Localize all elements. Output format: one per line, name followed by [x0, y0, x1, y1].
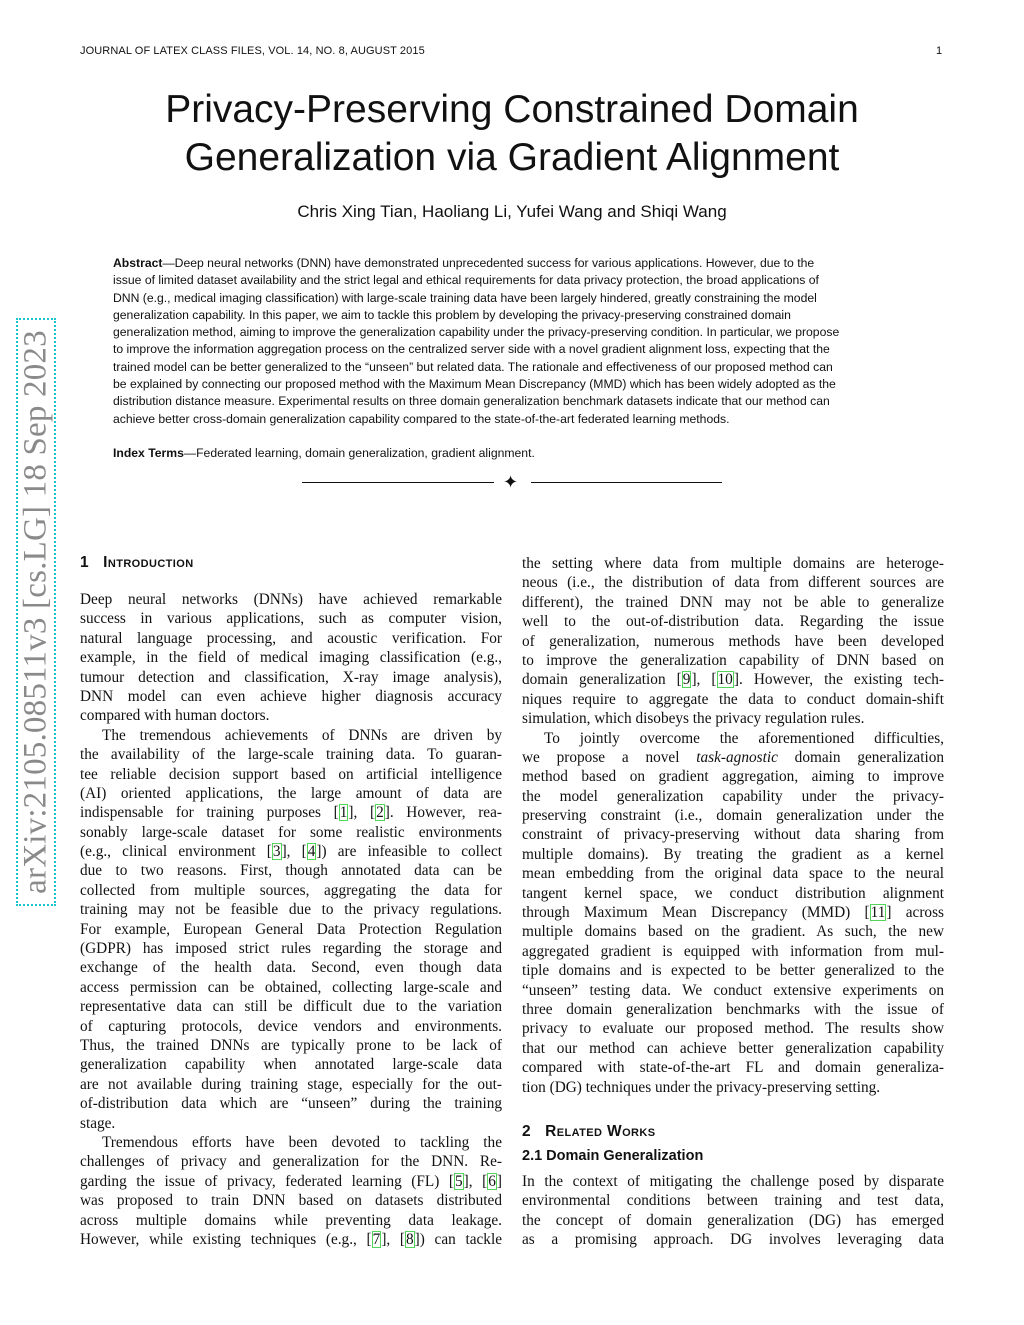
text-line: indispensable for training purposes [1], [2]. However, rea-	[80, 804, 502, 822]
abstract-line: —Deep neural networks (DNN) have demonstrated unprecedented success for various applications. However, due to the	[162, 256, 815, 270]
text-line: natural language processing, and acoustic verification. For	[80, 629, 502, 647]
abstract-line: to improve the information aggregation process on the centralized server side with a novel gradient alignment loss, expecting that the	[113, 342, 830, 357]
text-line: The tremendous achievements of DNNs are driven by	[102, 726, 502, 744]
text-line: tumour detection and classification, X-ray image analysis),	[80, 668, 502, 686]
text-line: three domain generalization benchmarks with the issue of	[522, 1000, 944, 1018]
separator-rule-right	[531, 482, 722, 483]
text-line: that our method can achieve better generalization capability	[522, 1039, 944, 1057]
text-line: the setting where data from multiple domains are heteroge-	[522, 555, 944, 572]
text-line: “unseen” testing data. We conduct extensive experiments on	[522, 981, 944, 999]
citation-link[interactable]: 3	[272, 843, 281, 861]
abstract-line: generalization method, aiming to improve the generalization capability under the privacy-preserving condition. In particular, we propose	[113, 325, 840, 340]
text-line: constraint of privacy-preserving without data sharing from	[522, 826, 944, 844]
text-line: are not available during training stage, especially for the out-	[80, 1075, 502, 1093]
text-line: tiple domains and is expected to be better generalized to the	[522, 962, 944, 980]
citation-link[interactable]: 1	[339, 804, 348, 822]
text-line: stage.	[80, 1114, 116, 1132]
abstract-line: be explained by connecting our proposed method with the Maximum Mean Discrepancy (MMD) which has been widely adopted as the	[113, 377, 836, 392]
citation-link[interactable]: 11	[870, 904, 886, 922]
text-line: domain generalization [9], [10]. However, the existing tech-	[522, 671, 945, 689]
text-line: neous (i.e., the distribution of data from different sources are	[522, 574, 944, 592]
paper-title	[80, 86, 944, 182]
text-line: as a promising approach. DG involves leveraging data	[522, 1231, 944, 1249]
author-list: Chris Xing Tian, Haoliang Li, Yufei Wang and Shiqi Wang	[297, 202, 727, 221]
text-line: compared with state-of-the-art FL and domain generaliza-	[522, 1059, 944, 1077]
text-line: (GDPR) has imposed strict rules regarding the storage and	[80, 940, 502, 958]
text-line: tangent kernel space, we conduct distribution alignment	[522, 884, 944, 902]
citation-link[interactable]: 9	[682, 671, 691, 689]
text-line: of capturing protocols, device vendors and environments.	[80, 1017, 502, 1035]
text-line: environmental conditions between training and test data,	[522, 1192, 944, 1210]
text-line: mean embedding from the original data space to the neural	[522, 865, 944, 883]
abstract-line: generalization capability. In this paper, we aim to tackle this problem by developing the privacy-preserving constrained domain	[113, 307, 791, 322]
abstract-line: issue of limited dataset availability and the strict legal and ethical requirements for data privacy protection, the broad applications of	[113, 273, 819, 288]
text-line: sonably large-scale dataset for some realistic environments	[80, 823, 502, 841]
title-line-1: Privacy-Preserving Constrained Domain	[165, 88, 859, 131]
text-line: well to the out-of-distribution data. Regarding the issue	[522, 613, 944, 631]
left-column	[80, 590, 502, 1249]
text-line: challenges of privacy and generalization for the DNN. Re-	[80, 1153, 502, 1171]
text-line: representative data can still be difficult due to the variation	[80, 998, 502, 1016]
right-column	[522, 554, 944, 1097]
citation-link[interactable]: 10	[717, 671, 733, 689]
text-line: multiple domains based on the gradient. As such, the new	[522, 923, 944, 941]
text-line: collected from multiple sources, aggregating the data for	[80, 881, 502, 899]
text-line: the availability of the large-scale training data. To guaran-	[80, 746, 502, 764]
subsection-heading-domain-generalization: 2.1 Domain Generalization	[522, 1148, 704, 1164]
text-line: was proposed to train DNN based on datasets distributed	[80, 1192, 502, 1210]
page-number: 1	[936, 45, 943, 57]
section-heading-introduction: 1 Introduction	[80, 554, 194, 571]
text-line: exchange of the health data. Second, even though data	[80, 959, 502, 977]
citation-link[interactable]: 5	[455, 1172, 463, 1190]
text-line: aggregated gradient is equipped with information from mul-	[522, 942, 944, 960]
citation-link[interactable]: 2	[376, 804, 384, 822]
text-line: of-distribution data which are “unseen” during the training	[80, 1095, 502, 1113]
text-line: the model generalization capability under the privacy-	[522, 787, 944, 805]
text-line: compared with human doctors.	[80, 707, 270, 725]
text-line: to improve the generalization capability of DNN based on	[522, 651, 944, 669]
text-line: However, while existing techniques (e.g., [7], [8]) can tackle	[80, 1230, 502, 1248]
text-line: preserving constraint (i.e., domain generalization under the	[522, 807, 944, 825]
citation-link[interactable]: 8	[406, 1230, 414, 1248]
text-line: Deep neural networks (DNNs) have achieved remarkable	[80, 591, 502, 608]
text-line: tee reliable decision support based on artificial intelligence	[80, 765, 502, 783]
text-line: To jointly overcome the aforementioned difficulties,	[544, 729, 944, 747]
text-line: across multiple domains while preventing data leakage.	[80, 1211, 502, 1229]
text-line: simulation, which disobeys the privacy regulation rules.	[522, 710, 865, 728]
text-line: DNN model can even achieve higher diagnosis accuracy	[80, 687, 502, 705]
text-line: Thus, the trained DNNs are typically prone to be lack of	[80, 1036, 502, 1054]
separator-diamond-icon: ✦	[503, 472, 519, 492]
abstract-line: achieve better cross-domain generalization capability compared to the state-of-the-art federated learning methods.	[113, 411, 730, 426]
index-terms	[113, 446, 535, 460]
text-line: (e.g., clinical environment [3], [4]) are infeasible to collect	[80, 843, 502, 861]
text-line: niques require to aggregate the data to conduct domain-shift	[522, 690, 944, 708]
citation-link[interactable]: 6	[488, 1172, 496, 1190]
text-line: through Maximum Mean Discrepancy (MMD) [11] across	[522, 904, 944, 922]
right-column-continued	[522, 1172, 944, 1250]
text-line: training may not be feasible due to the privacy regulations.	[80, 901, 502, 919]
text-line: For example, European General Data Protection Regulation	[80, 920, 502, 938]
index-terms-label: Index Terms	[113, 446, 184, 460]
text-line: garding the issue of privacy, federated learning (FL) [5], [6]	[80, 1172, 502, 1190]
abstract-line: distribution distance measure. Experimental results on three domain generalization benchmark datasets indicate that our method can	[113, 394, 830, 409]
arxiv-identifier: arXiv:2105.08511v3 [cs.LG] 18 Sep 2023	[17, 330, 54, 894]
index-terms-text: —Federated learning, domain generalization, gradient alignment.	[183, 446, 535, 460]
text-line: due to two reasons. First, though annotated data can be	[80, 862, 502, 880]
citation-link[interactable]: 7	[372, 1230, 381, 1248]
text-line: privacy to evaluate our proposed method. The results show	[522, 1020, 944, 1038]
text-line: Tremendous efforts have been devoted to tackling the	[102, 1133, 502, 1151]
arxiv-stamp	[6, 318, 70, 918]
text-line: access permission can be obtained, collecting large-scale and	[80, 978, 502, 996]
section-heading-related-works: 2 Related Works	[522, 1123, 656, 1140]
text-line: the concept of domain generalization (DG) has emerged	[522, 1211, 944, 1229]
text-line: we propose a novel task-agnostic domain generalization	[522, 748, 944, 766]
abstract	[113, 255, 913, 428]
text-line: example, in the field of medical imaging classification (e.g.,	[80, 649, 502, 667]
text-line: of generalization, numerous methods have been developed	[522, 632, 944, 650]
separator-rule-left	[302, 482, 494, 483]
text-line: generalization capability when annotated large-scale data	[80, 1056, 502, 1074]
text-line: (AI) oriented applications, the large amount of data are	[80, 784, 502, 802]
running-head: JOURNAL OF LATEX CLASS FILES, VOL. 14, NO. 8, AUGUST 2015	[80, 45, 425, 57]
text-line: success in various applications, such as computer vision,	[80, 610, 502, 628]
text-line: tion (DG) techniques under the privacy-preserving setting.	[522, 1078, 881, 1096]
text-line: multiple domains). By treating the gradient as a kernel	[522, 845, 944, 863]
citation-link[interactable]: 4	[307, 843, 316, 861]
abstract-line: trained model can be better generalized to the “unseen” but related data. The rationale and effectiveness of our proposed method can	[113, 359, 833, 374]
text-line: different), the trained DNN may not be able to generalize	[522, 593, 944, 611]
text-line: method based on gradient aggregation, aiming to improve	[522, 768, 944, 786]
title-line-2: Generalization via Gradient Alignment	[184, 136, 840, 179]
text-line: In the context of mitigating the challenge posed by disparate	[522, 1173, 944, 1190]
abstract-label: Abstract	[113, 256, 163, 270]
abstract-line: DNN (e.g., medical imaging classification) with large-scale training data have been largely hindered, greatly constraining the model	[113, 290, 817, 305]
